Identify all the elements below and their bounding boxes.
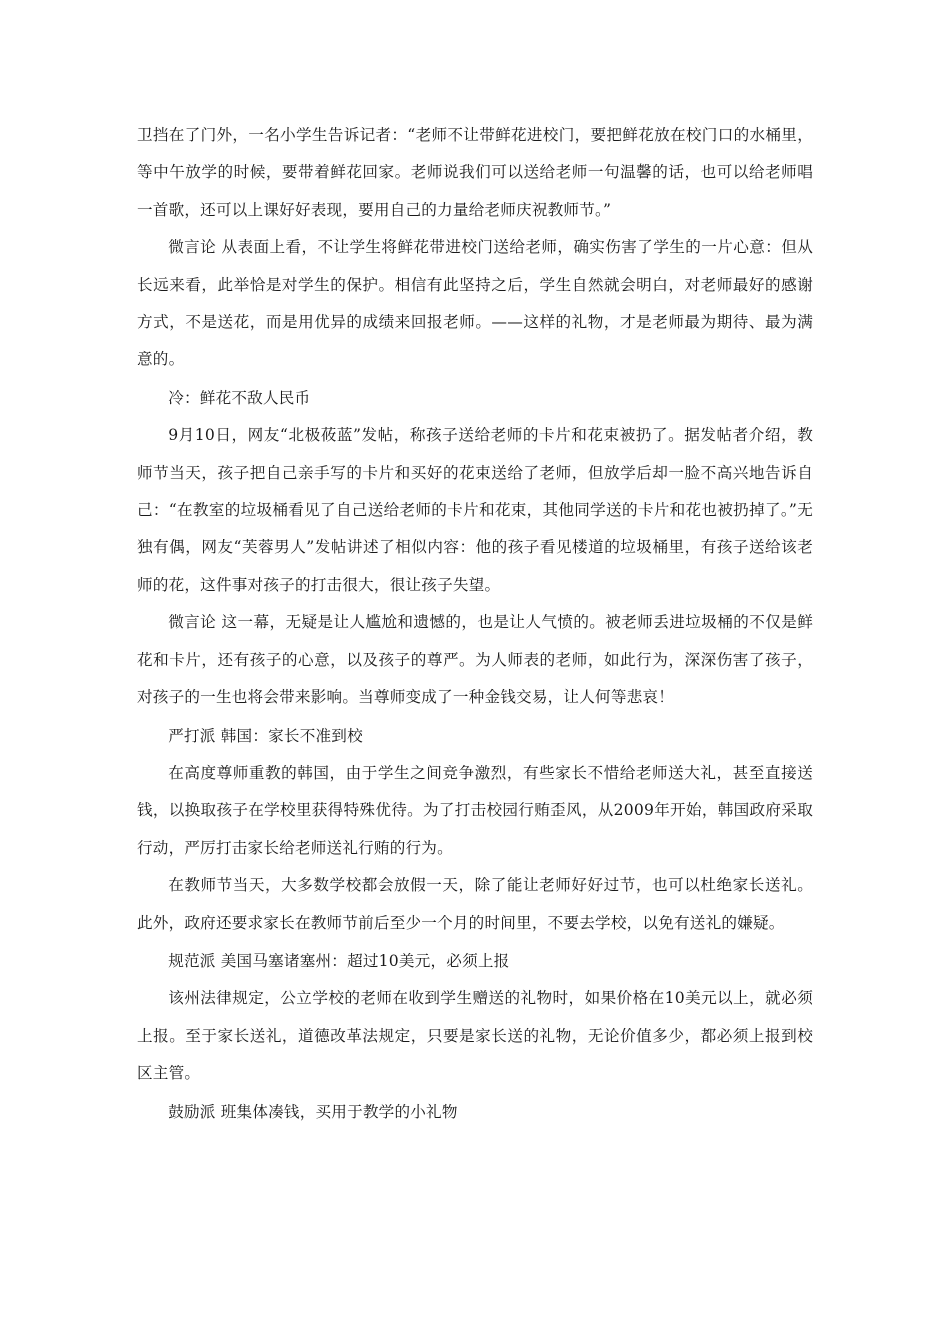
paragraph-korea-2: 在教师节当天，大多数学校都会放假一天，除了能让老师好好过节，也可以杜绝家长送礼。此外，政府还要求家长在教师节前后至少一个月的时间里，不要去学校，以免有送礼的嫌疑。 bbox=[137, 876, 813, 932]
paragraph-story: 9月10日，网友“北极莜蓝”发帖，称孩子送给老师的卡片和花束被扔了。据发帖者介绍，教师节当天，孩子把自己亲手写的卡片和买好的花束送给了老师，但放学后却一脸不高兴地告诉自己：“在教室的垃圾桶看见了自己送给老师的卡片和花束，其他同学送的卡片和花也被扔掉了。”无独有偶，网友“芙蓉男人”发帖讲述了相似内容：他的孩子看见楼道的垃圾桶里，有孩子送给该老师的花，这件事对孩子的打击很大，很让孩子失望。 bbox=[137, 426, 813, 594]
paragraph-usa: 该州法律规定，公立学校的老师在收到学生赠送的礼物时，如果价格在10美元以上，就必须上报。至于家长送礼，道德改革法规定，只要是家长送的礼物，无论价值多少，都必须上报到校区主管。 bbox=[137, 989, 813, 1083]
paragraph-commentary-1: 微言论 从表面上看，不让学生将鲜花带进校门送给老师，确实伤害了学生的一片心意：但从长远来看，此举恰是对学生的保护。相信有此坚持之后，学生自然就会明白，对老师最好的感谢方式，不是送花，而是用优异的成绩来回报老师。——这样的礼物，才是老师最为期待、最为满意的。 bbox=[137, 238, 813, 369]
section-heading-cold: 冷：鲜花不敌人民币 bbox=[168, 388, 311, 407]
paragraph-korea-1: 在高度尊师重教的韩国，由于学生之间竞争激烈，有些家长不惜给老师送大礼，甚至直接送钱，以换取孩子在学校里获得特殊优待。为了打击校园行贿歪风，从2009年开始，韩国政府采取行动，严厉打击家长给老师送礼行贿的行为。 bbox=[137, 763, 813, 857]
section-heading-usa: 规范派 美国马塞诸塞州：超过10美元，必须上报 bbox=[168, 951, 510, 970]
paragraph-commentary-2: 微言论 这一幕，无疑是让人尴尬和遗憾的，也是让人气愤的。被老师丢进垃圾桶的不仅是鲜花和卡片，还有孩子的心意，以及孩子的尊严。为人师表的老师，如此行为，深深伤害了孩子，对孩子的一生也将会带来影响。当尊师变成了一种金钱交易，让人何等悲哀！ bbox=[137, 613, 813, 707]
section-heading-encourage: 鼓励派 班集体凑钱，买用于教学的小礼物 bbox=[168, 1102, 458, 1121]
document-page bbox=[137, 117, 813, 1131]
paragraph-continuation: 卫挡在了门外，一名小学生告诉记者：“老师不让带鲜花进校门，要把鲜花放在校门口的水桶里，等中午放学的时候，要带着鲜花回家。老师说我们可以送给老师一句温馨的话，也可以给老师唱一首歌，还可以上课好好表现，要用自己的力量给老师庆祝教师节。” bbox=[137, 126, 813, 219]
section-heading-korea: 严打派 韩国：家长不准到校 bbox=[168, 726, 363, 745]
